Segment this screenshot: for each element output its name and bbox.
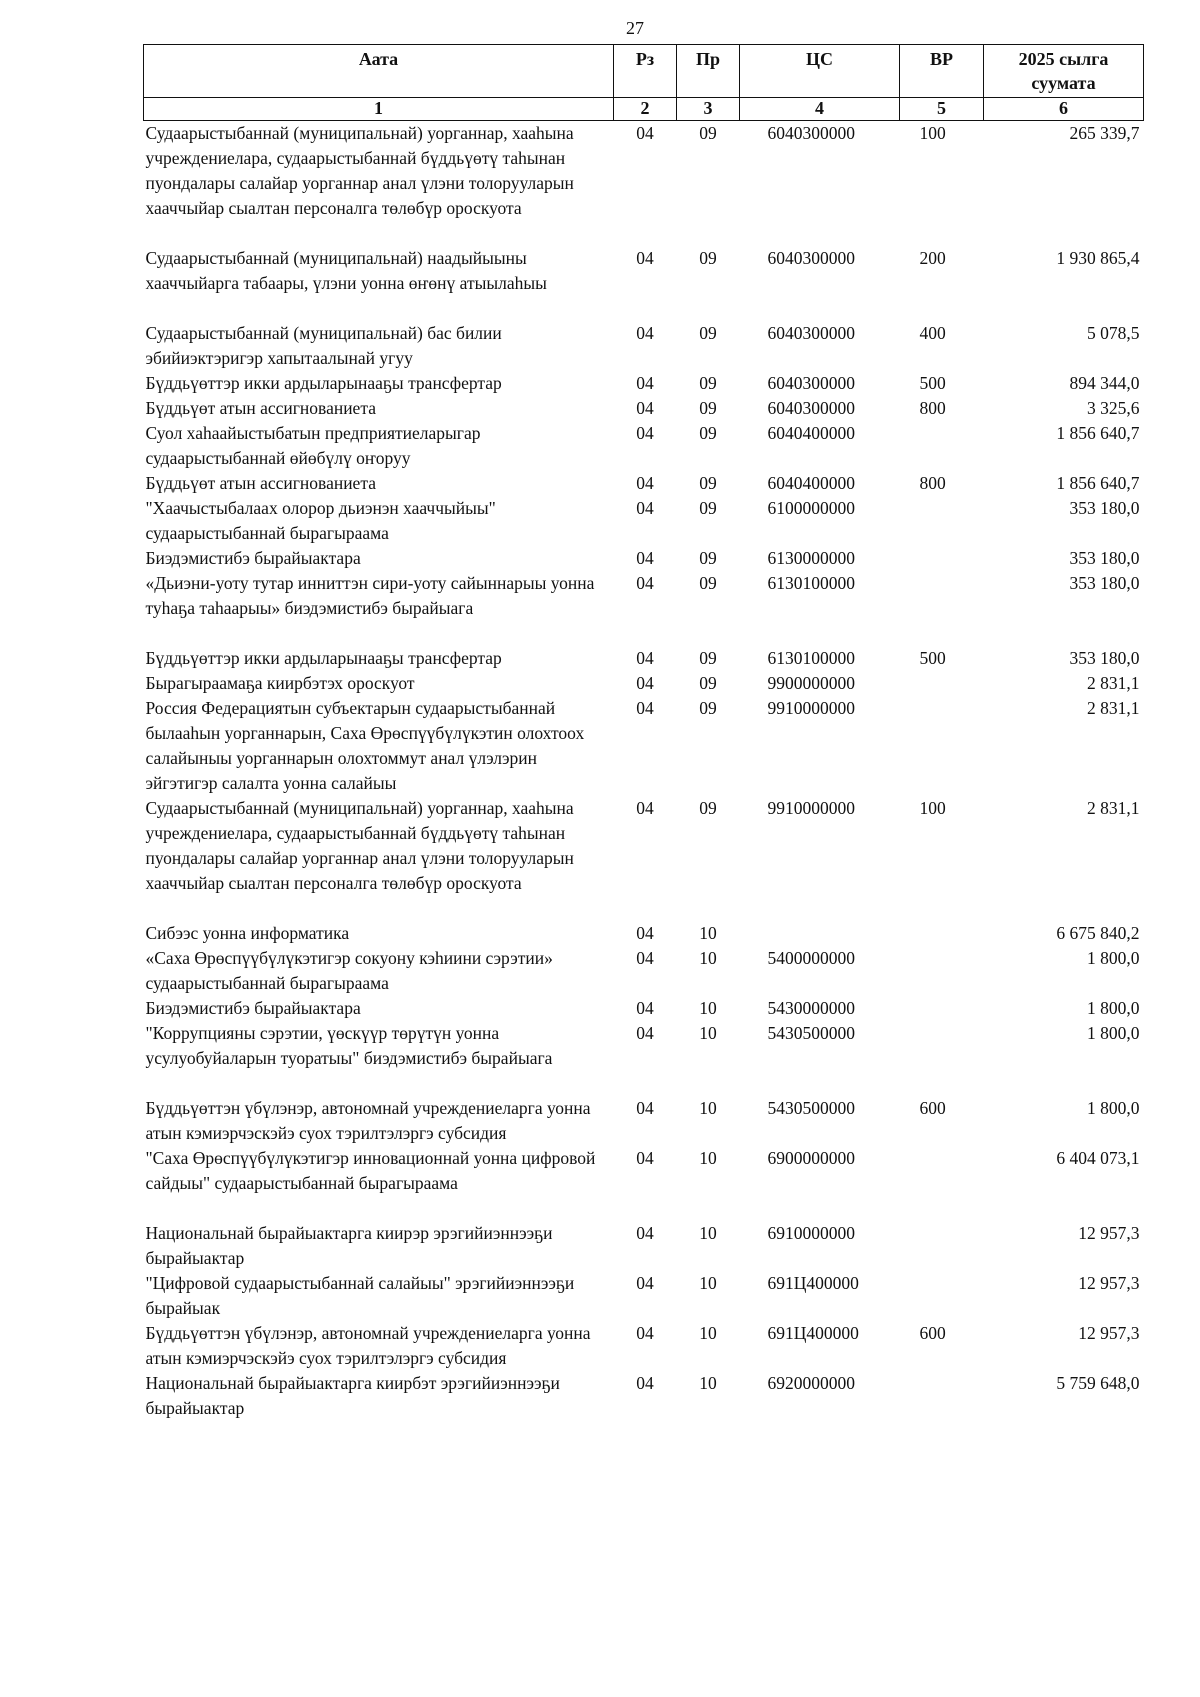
cell-pr: 10 [699,1148,717,1168]
cell-vr: 600 [919,1323,946,1343]
cell-name: Судаарыстыбаннай (муниципальнай) уорганнар, хааһына учреждениелара, судаарыстыбаннай бүддьүөтү таһынан пуондалары салайар уорганнар анал үлэни толорууларын хааччыйар сыалтан персоналга төлөбүр ороскуота [145,798,574,893]
cell-vr [900,1371,984,1421]
cell-sum: 265 339,7 [1069,123,1140,143]
cell-vr [900,1021,984,1096]
header-number: 3 [677,98,740,121]
table-row [144,1021,1144,1096]
cell-name: Бүддьүөттэр икки ардыларынааҕы трансфертар [145,373,502,393]
table-row [144,671,1144,696]
table-row [144,546,1144,571]
cell-cs: 6040400000 [767,423,855,443]
cell-rz: 04 [636,923,654,943]
cell-name: Сибээс уонна информатика [145,923,350,943]
table-row [144,1221,1144,1271]
cell-rz: 04 [636,948,654,968]
header-pr: Пр [677,45,740,98]
cell-pr: 09 [699,373,717,393]
cell-pr: 09 [699,398,717,418]
cell-name: «Саха Өрөспүүбүлүкэтигэр сокуону кэһиини сэрэтии» судаарыстыбаннай бырагыраама [145,948,553,993]
cell-sum: 5 078,5 [1087,323,1140,343]
cell-vr: 500 [919,648,946,668]
cell-name: Судаарыстыбаннай (муниципальнай) бас билии эбийиэктэригэр хапытаалынай угуу [145,323,502,368]
cell-rz: 04 [636,698,654,718]
cell-rz: 04 [636,798,654,818]
cell-vr: 100 [919,798,946,818]
cell-vr: 800 [919,473,946,493]
cell-sum: 353 180,0 [1069,548,1140,568]
table-row [144,121,1144,247]
header-number: 4 [740,98,900,121]
cell-pr: 09 [699,698,717,718]
cell-rz: 04 [636,323,654,343]
table-row [144,421,1144,471]
cell-name: Биэдэмистибэ бырайыактара [145,548,361,568]
table-row [144,946,1144,996]
header-vr: ВР [900,45,984,98]
cell-sum: 353 180,0 [1069,573,1140,593]
cell-rz: 04 [636,473,654,493]
cell-sum: 1 800,0 [1087,1023,1140,1043]
cell-cs: 9900000000 [767,673,855,693]
cell-cs: 6130100000 [767,573,855,593]
cell-pr: 10 [699,1273,717,1293]
cell-sum: 5 759 648,0 [1056,1373,1140,1393]
cell-rz: 04 [636,1098,654,1118]
header-row [144,45,1144,98]
cell-sum: 353 180,0 [1069,498,1140,518]
table-row [144,796,1144,921]
header-number: 2 [614,98,677,121]
cell-sum: 1 930 865,4 [1056,248,1140,268]
table-row [144,471,1144,496]
cell-cs: 5430000000 [767,998,855,1018]
cell-rz: 04 [636,673,654,693]
cell-name: Биэдэмистибэ бырайыактара [145,998,361,1018]
cell-vr [900,671,984,696]
cell-cs: 9910000000 [767,698,855,718]
cell-cs: 6040300000 [767,123,855,143]
cell-cs [740,921,900,946]
cell-sum: 1 800,0 [1087,948,1140,968]
cell-cs: 6040300000 [767,398,855,418]
cell-vr: 200 [919,248,946,268]
table-row [144,646,1144,671]
cell-name: «Дьиэни-уоту тутар инниттэн сири-уоту сайыннарыы уонна туһаҕа таһаарыы» биэдэмистибэ бырайыага [145,573,595,618]
table-row [144,1321,1144,1371]
cell-vr: 500 [919,373,946,393]
cell-pr: 10 [699,948,717,968]
cell-name: Бүддьүөттэн үбүлэнэр, автономнай учреждениеларга уонна атын кэмиэрчэскэйэ суох тэрилтэлэргэ субсидия [145,1323,591,1368]
cell-pr: 09 [699,573,717,593]
table-row [144,496,1144,546]
cell-cs: 6130000000 [767,548,855,568]
cell-name: "Коррупцияны сэрэтии, үөскүүр төрүтүн уонна усулуобуйаларын туоратыы" биэдэмистибэ бырайыага [145,1023,553,1068]
cell-cs: 6130100000 [767,648,855,668]
header-number: 1 [144,98,614,121]
cell-rz: 04 [636,1323,654,1343]
cell-name: Бүддьүөттэр икки ардыларынааҕы трансфертар [145,648,502,668]
cell-sum: 1 856 640,7 [1056,423,1140,443]
cell-pr: 10 [699,923,717,943]
cell-name: Бырагыраамаҕа киирбэтэх ороскуот [145,673,415,693]
cell-vr [900,546,984,571]
cell-vr [900,1146,984,1221]
page-number: 27 [626,18,644,38]
cell-pr: 10 [699,1023,717,1043]
cell-sum: 1 800,0 [1087,998,1140,1018]
table-body [144,121,1144,1422]
cell-name: Бүддьүөттэн үбүлэнэр, автономнай учреждениеларга уонна атын кэмиэрчэскэйэ суох тэрилтэлэргэ субсидия [145,1098,591,1143]
cell-name: Суол хаһаайыстыбатын предприятиеларыгар судаарыстыбаннай өйөбүлү оҥоруу [145,423,481,468]
cell-sum: 6 675 840,2 [1056,923,1140,943]
cell-name: "Саха Өрөспүүбүлүкэтигэр инновационнай уонна цифровой сайдыы" судаарыстыбаннай бырагыраама [145,1148,596,1193]
cell-rz: 04 [636,123,654,143]
cell-name: Бүддьүөт атын ассигнованиета [145,398,376,418]
cell-cs: 6040300000 [767,373,855,393]
cell-vr [900,1221,984,1271]
cell-sum: 12 957,3 [1078,1323,1140,1343]
cell-cs: 6040300000 [767,248,855,268]
header-sum: 2025 сылга суумата [984,45,1144,98]
cell-rz: 04 [636,398,654,418]
cell-pr: 09 [699,673,717,693]
cell-sum: 2 831,1 [1087,673,1140,693]
cell-rz: 04 [636,1223,654,1243]
cell-pr: 09 [699,323,717,343]
cell-name: "Цифровой судаарыстыбаннай салайыы" эрэгийиэннээҕи бырайыак [145,1273,575,1318]
cell-pr: 09 [699,473,717,493]
cell-vr: 100 [919,123,946,143]
cell-sum: 12 957,3 [1078,1273,1140,1293]
header-name: Аата [144,45,614,98]
table-row [144,246,1144,321]
cell-vr: 600 [919,1098,946,1118]
table-row [144,1146,1144,1221]
cell-rz: 04 [636,573,654,593]
table-row [144,396,1144,421]
cell-sum: 353 180,0 [1069,648,1140,668]
cell-cs: 6100000000 [767,498,855,518]
cell-cs: 5430500000 [767,1098,855,1118]
table-row [144,371,1144,396]
cell-vr [900,921,984,946]
cell-cs: 9910000000 [767,798,855,818]
cell-name: Бүддьүөт атын ассигнованиета [145,473,376,493]
cell-rz: 04 [636,1023,654,1043]
cell-name: Судаарыстыбаннай (муниципальнай) уорганнар, хааһына учреждениелара, судаарыстыбаннай бүддьүөтү таһынан пуондалары салайар уорганнар анал үлэни толорууларын хааччыйар сыалтан персоналга төлөбүр ороскуота [145,123,574,218]
cell-sum: 894 344,0 [1069,373,1140,393]
cell-pr: 10 [699,1098,717,1118]
cell-name: "Хаачыстыбалаах олорор дьиэнэн хааччыйыы" судаарыстыбаннай бырагыраама [145,498,496,543]
cell-cs: 691Ц400000 [767,1273,859,1293]
cell-pr: 10 [699,1223,717,1243]
cell-sum: 2 831,1 [1087,798,1140,818]
cell-rz: 04 [636,423,654,443]
cell-vr [900,996,984,1021]
cell-cs: 6040300000 [767,323,855,343]
cell-sum: 6 404 073,1 [1056,1148,1140,1168]
cell-sum: 2 831,1 [1087,698,1140,718]
cell-pr: 10 [699,998,717,1018]
cell-name: Россия Федерациятын субъектарын судаарыстыбаннай былааһын уорганнарын, Саха Өрөспүүбүлүкэтин олохтоох салайыныы уорганнарын олохтоммут анал үлэлэрин эйгэтигэр салалта уонна салайыы [145,698,585,793]
cell-sum: 1 800,0 [1087,1098,1140,1118]
budget-table-container [143,44,1143,1421]
cell-pr: 09 [699,423,717,443]
budget-table [143,44,1144,1421]
cell-cs: 6040400000 [767,473,855,493]
table-row [144,696,1144,796]
cell-sum: 12 957,3 [1078,1223,1140,1243]
table-row [144,1096,1144,1146]
cell-pr: 09 [699,123,717,143]
cell-rz: 04 [636,1273,654,1293]
cell-rz: 04 [636,498,654,518]
table-row [144,1371,1144,1421]
header-rz: Рз [614,45,677,98]
cell-sum: 1 856 640,7 [1056,473,1140,493]
header-number: 5 [900,98,984,121]
header-cs: ЦС [740,45,900,98]
table-row [144,921,1144,946]
cell-cs: 5400000000 [767,948,855,968]
cell-pr: 09 [699,548,717,568]
cell-sum: 3 325,6 [1087,398,1140,418]
cell-vr [900,696,984,796]
cell-rz: 04 [636,373,654,393]
cell-cs: 6920000000 [767,1373,855,1393]
cell-rz: 04 [636,648,654,668]
cell-pr: 09 [699,248,717,268]
cell-rz: 04 [636,1373,654,1393]
cell-vr: 400 [919,323,946,343]
cell-vr: 800 [919,398,946,418]
cell-pr: 09 [699,498,717,518]
table-row [144,996,1144,1021]
cell-vr [900,496,984,546]
header-number: 6 [984,98,1144,121]
cell-cs: 5430500000 [767,1023,855,1043]
cell-name: Национальнай бырайыактарга киирбэт эрэгийиэннээҕи бырайыактар [145,1373,560,1418]
table-row [144,571,1144,646]
cell-cs: 691Ц400000 [767,1323,859,1343]
cell-vr [900,571,984,646]
cell-pr: 10 [699,1323,717,1343]
cell-pr: 10 [699,1373,717,1393]
cell-pr: 09 [699,798,717,818]
cell-vr [900,946,984,996]
cell-cs: 6910000000 [767,1223,855,1243]
table-row [144,321,1144,371]
cell-vr [900,1271,984,1321]
cell-vr [900,421,984,471]
cell-name: Национальнай бырайыактарга киирэр эрэгийиэннээҕи бырайыактар [145,1223,553,1268]
cell-rz: 04 [636,248,654,268]
cell-pr: 09 [699,648,717,668]
header-number-row [144,98,1144,121]
cell-rz: 04 [636,1148,654,1168]
cell-name: Судаарыстыбаннай (муниципальнай) наадыйыыны хааччыйарга табаары, үлэни уонна өҥөнү атыылаһыы [145,248,547,293]
cell-rz: 04 [636,998,654,1018]
cell-cs: 6900000000 [767,1148,855,1168]
cell-rz: 04 [636,548,654,568]
table-row [144,1271,1144,1321]
